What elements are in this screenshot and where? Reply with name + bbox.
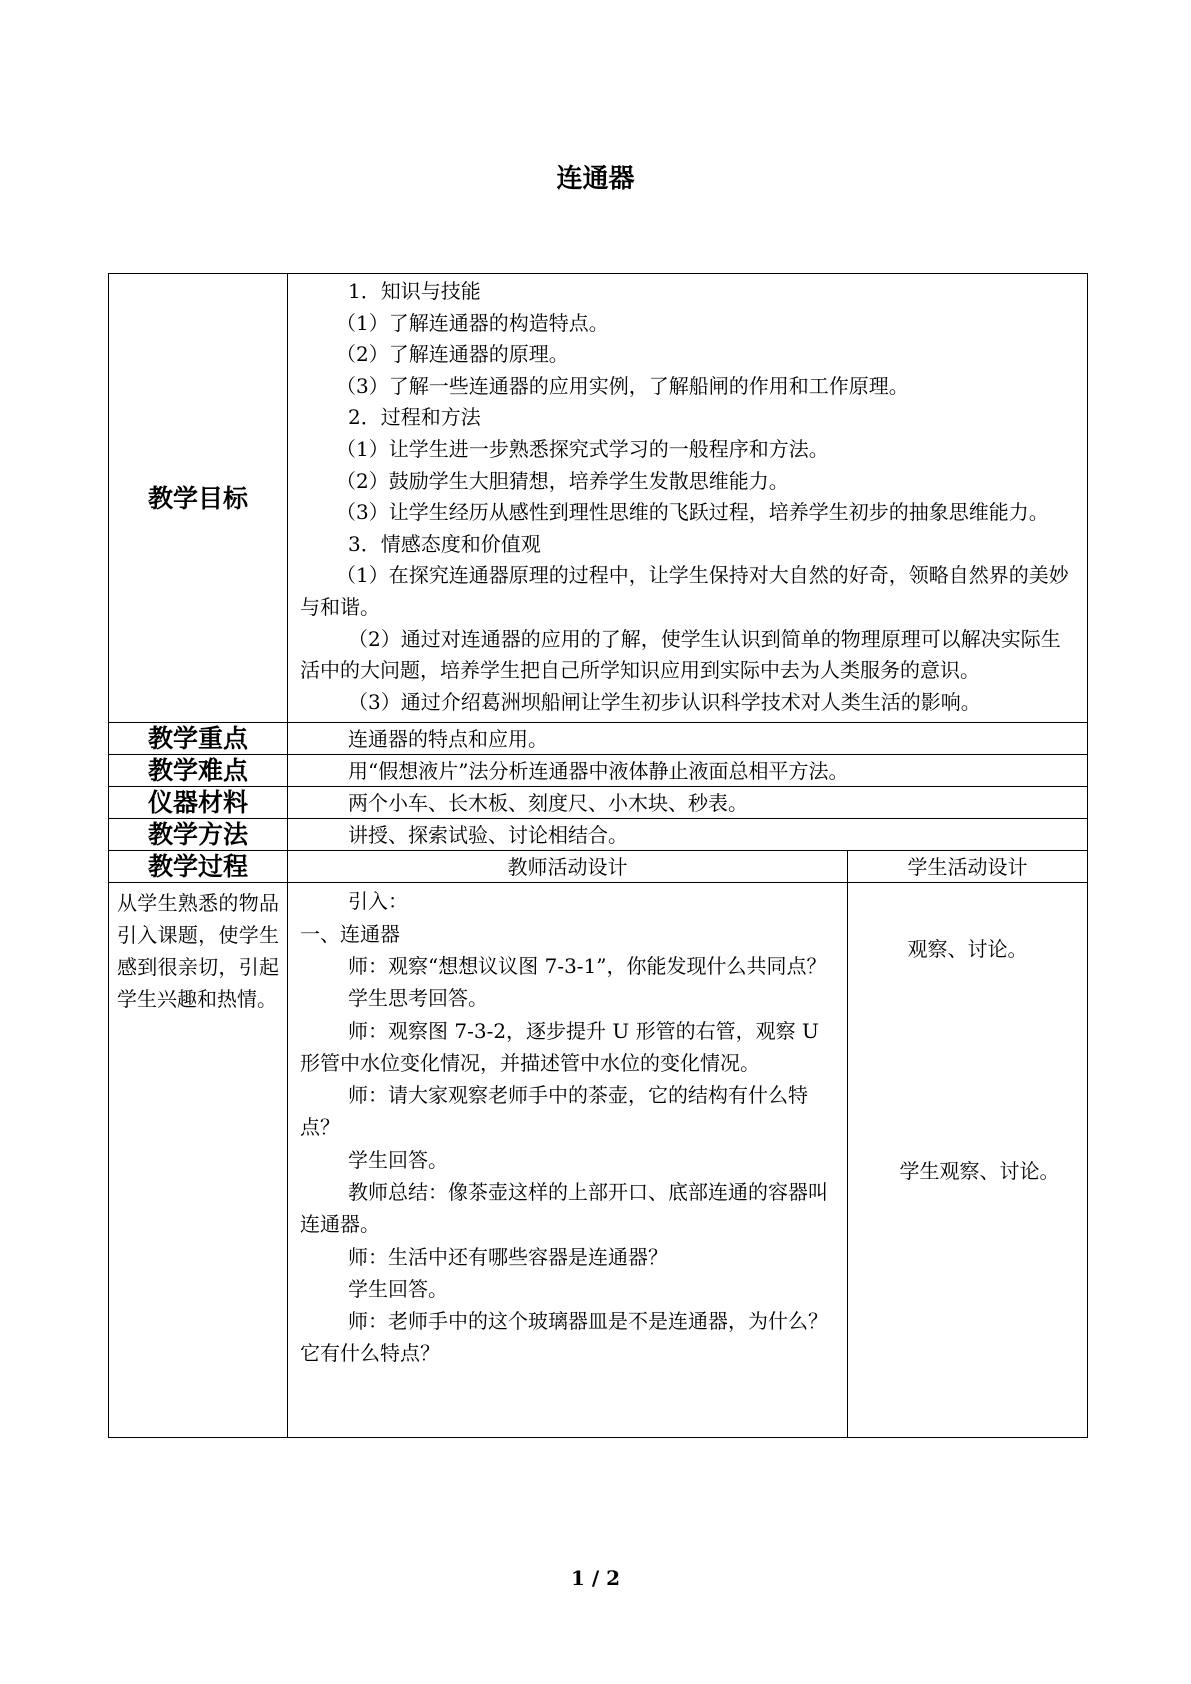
- paragraph-line: （3）通过介绍葛洲坝船闸让学生初步认识科学技术对人类生活的影响。: [348, 689, 981, 714]
- paragraph-line: 师：请大家观察老师手中的茶壶，它的结构有什么特点？: [300, 1083, 808, 1140]
- process-header-row: [109, 851, 1088, 883]
- paragraph-line: 引入：: [348, 889, 408, 914]
- student-activity-1: 观察、讨论。: [907, 937, 1028, 962]
- objectives-content: [288, 274, 1088, 723]
- paragraph-line: （1）让学生进一步熟悉探究式学习的一般程序和方法。: [336, 436, 829, 461]
- paragraph-line: 学生回答。: [348, 1147, 448, 1172]
- paragraph-line: 1．知识与技能: [348, 279, 481, 303]
- paragraph-line: 学生回答。: [348, 1276, 448, 1301]
- student-activity-header: 学生活动设计: [848, 851, 1088, 883]
- student-activity-content: [848, 883, 1088, 1438]
- paragraph-line: （1）在探究连通器原理的过程中，让学生保持对大自然的好奇，领略自然界的美妙与和谐。: [300, 563, 1069, 619]
- paragraph-line: 师：观察图 7-3-2，逐步提升 U 形管的右管，观察 U 形管中水位变化情况，并描述管中水位的变化情况。: [300, 1018, 819, 1075]
- objectives-label: 教学目标: [109, 274, 288, 723]
- difficulties-text: 用“假想液片”法分析连通器中液体静止液面总相平方法。: [288, 755, 1088, 787]
- lesson-plan-table: [108, 273, 1088, 1438]
- student-activity-2: 学生观察、讨论。: [899, 1159, 1060, 1184]
- paragraph-line: 师：观察“想想议议图 7-3-1”，你能发现什么共同点？: [348, 953, 827, 978]
- methods-row: [109, 819, 1088, 851]
- process-body-row: [109, 883, 1088, 1438]
- process-label: 教学过程: [109, 851, 288, 883]
- difficulties-label: 教学难点: [109, 755, 288, 787]
- paragraph-line: 师：生活中还有哪些容器是连通器？: [348, 1244, 668, 1269]
- objectives-lines: [300, 276, 1077, 718]
- key-points-row: [109, 723, 1088, 755]
- design-intent-text: 从学生熟悉的物品引入课题，使学生感到很亲切，引起学生兴趣和热情。: [109, 883, 288, 1438]
- paragraph-line: （3）让学生经历从感性到理性思维的飞跃过程，培养学生初步的抽象思维能力。: [336, 500, 1049, 525]
- page-number: 1 / 2: [570, 1566, 621, 1590]
- materials-text: 两个小车、长木板、刻度尺、小木块、秒表。: [288, 787, 1088, 819]
- paragraph-line: （1）了解连通器的构造特点。: [336, 310, 609, 335]
- paragraph-line: （2）通过对连通器的应用的了解，使学生认识到简单的物理原理可以解决实际生活中的大问题，培养学生把自己所学知识应用到实际中去为人类服务的意识。: [300, 626, 1061, 683]
- objectives-row: [109, 274, 1088, 723]
- paragraph-line: （3）了解一些连通器的应用实例，了解船闸的作用和工作原理。: [336, 373, 909, 398]
- teacher-activity-lines: [300, 885, 837, 1369]
- paragraph-line: 教师总结：像茶壶这样的上部开口、底部连通的容器叫连通器。: [300, 1179, 828, 1237]
- teacher-activity-content: [288, 883, 848, 1438]
- paragraph-line: 3．情感态度和价值观: [348, 531, 541, 556]
- methods-label: 教学方法: [109, 819, 288, 851]
- paragraph-line: 2．过程和方法: [348, 405, 481, 430]
- page-title: 连通器: [556, 164, 635, 194]
- materials-row: [109, 787, 1088, 819]
- methods-text: 讲授、探索试验、讨论相结合。: [288, 819, 1088, 851]
- paragraph-line: （2）了解连通器的原理。: [336, 342, 569, 367]
- teacher-activity-header: 教师活动设计: [288, 851, 848, 883]
- paragraph-line: 学生思考回答。: [348, 986, 488, 1011]
- paragraph-line: （2）鼓励学生大胆猜想，培养学生发散思维能力。: [336, 468, 789, 493]
- key-points-label: 教学重点: [109, 723, 288, 755]
- materials-label: 仪器材料: [109, 787, 288, 819]
- paragraph-line: 一、连通器: [300, 921, 400, 946]
- paragraph-line: 师：老师手中的这个玻璃器皿是不是连通器，为什么？它有什么特点？: [300, 1309, 828, 1366]
- key-points-text: 连通器的特点和应用。: [288, 723, 1088, 755]
- difficulties-row: [109, 755, 1088, 787]
